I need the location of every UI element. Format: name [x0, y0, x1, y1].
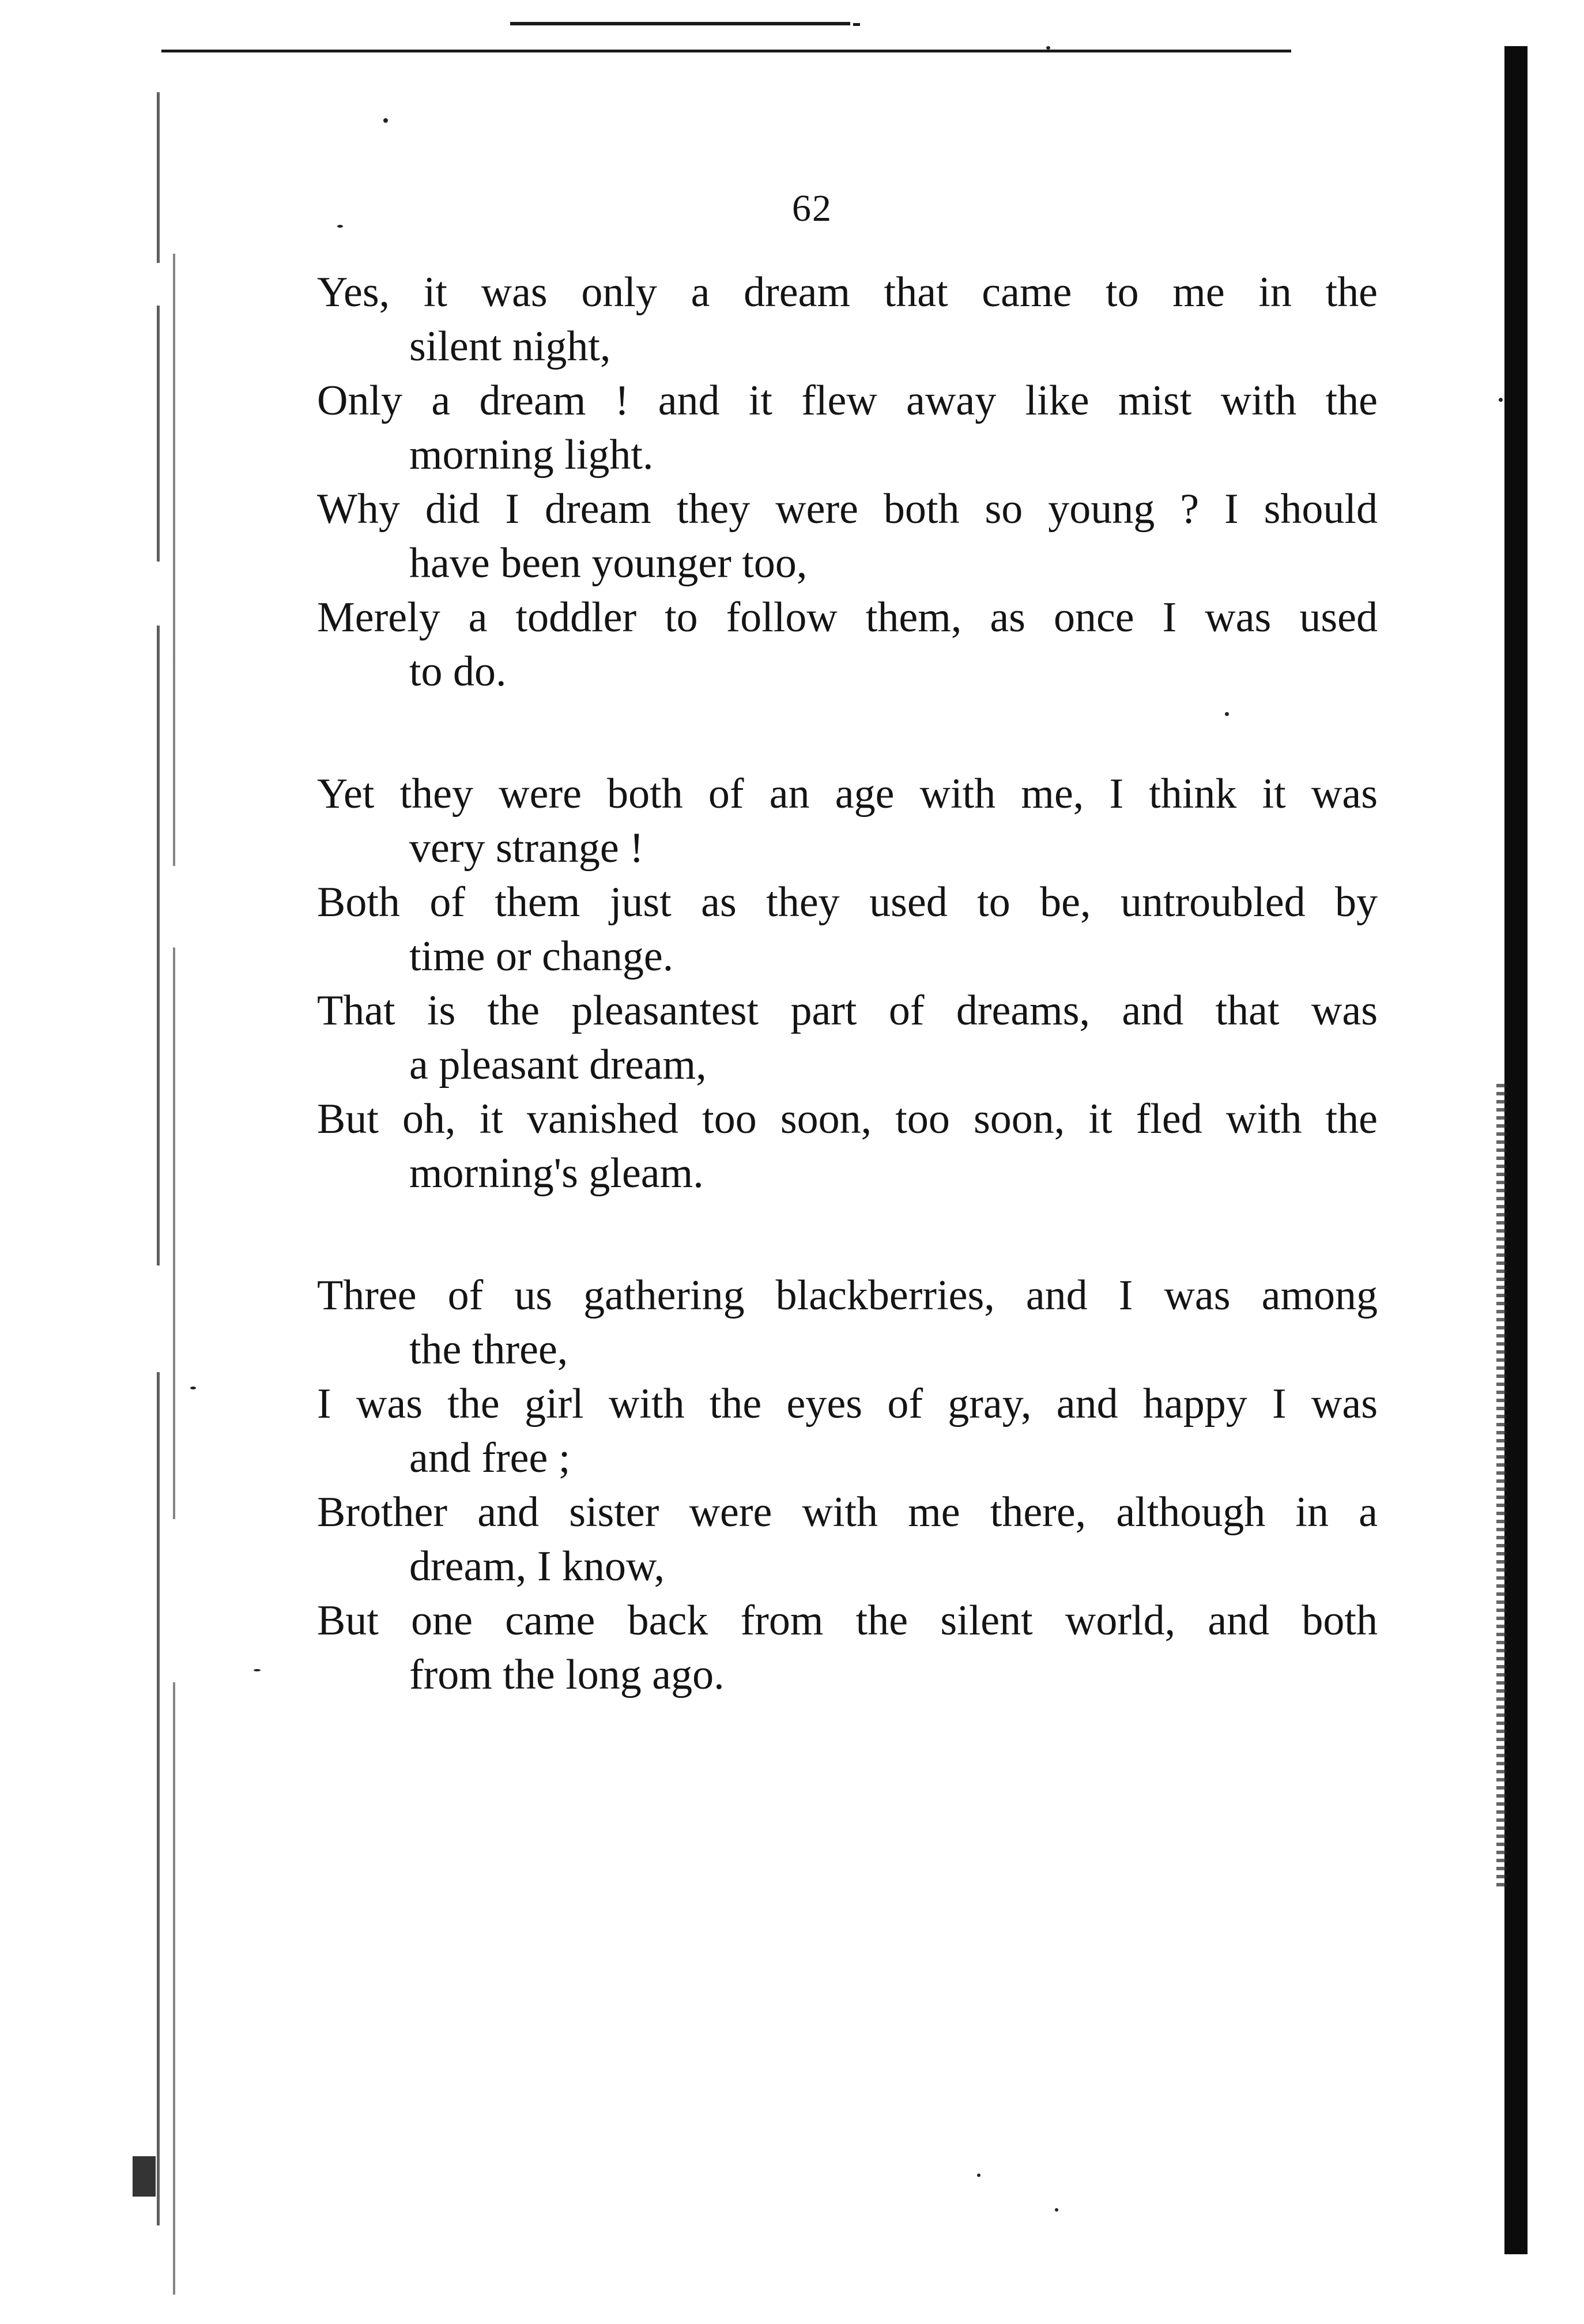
- verse-line: But oh, it vanished too soon, too soon, it fled with the: [317, 1095, 1378, 1143]
- verse-line: Both of them just as they used to be, untroubled by: [317, 879, 1378, 926]
- scan-speck: [977, 2174, 980, 2177]
- stanza-1: [317, 265, 1412, 699]
- scan-speck: [1055, 2208, 1058, 2212]
- scan-speck: [1499, 398, 1503, 402]
- verse-line-continuation: time or change.: [409, 933, 674, 980]
- verse-line: Yet they were both of an age with me, I think it was: [317, 770, 1378, 818]
- verse-line: But one came back from the silent world, and both: [317, 1597, 1378, 1644]
- verse-line-continuation: the three,: [409, 1326, 568, 1373]
- scan-top-rule-short: [510, 22, 850, 25]
- stanza-3: [317, 1268, 1412, 1702]
- verse-line: Three of us gathering blackberries, and I was among: [317, 1272, 1378, 1319]
- verse-line: Brother and sister were with me there, although in a: [317, 1489, 1378, 1536]
- verse-line: Merely a toddler to follow them, as once I was used: [317, 594, 1378, 641]
- page-number: 62: [792, 187, 832, 229]
- verse-line-continuation: morning light.: [409, 431, 654, 479]
- verse-line-continuation: and free ;: [409, 1434, 571, 1482]
- verse-line: Yes, it was only a dream that came to me in the: [317, 269, 1378, 316]
- verse-line-continuation: silent night,: [409, 323, 611, 370]
- scan-top-rule-tail: [853, 23, 860, 26]
- verse-line-continuation: to do.: [409, 648, 507, 695]
- scan-speck: [383, 118, 388, 123]
- scan-speck: [1046, 46, 1050, 50]
- verse-line-continuation: from the long ago.: [409, 1651, 725, 1698]
- verse-line-continuation: morning's gleam.: [409, 1150, 704, 1197]
- scan-speck: [337, 225, 343, 228]
- verse-line: That is the pleasantest part of dreams, and that was: [317, 987, 1378, 1034]
- stanza-2: [317, 767, 1412, 1200]
- scan-ink-blot: [133, 2156, 156, 2197]
- verse-line: Why did I dream they were both so young ? I should: [317, 485, 1378, 533]
- scan-speck: [254, 1669, 261, 1671]
- verse-line-continuation: dream, I know,: [409, 1543, 665, 1590]
- scan-speck: [190, 1387, 196, 1389]
- verse-line-continuation: have been younger too,: [409, 540, 808, 587]
- verse-line: Only a dream ! and it flew away like mist with the: [317, 377, 1378, 424]
- verse-line: I was the girl with the eyes of gray, and happy I was: [317, 1380, 1378, 1427]
- scan-left-margin-line-inner: [173, 254, 175, 2295]
- scan-right-edge-shadow: [1504, 46, 1528, 2254]
- scan-top-rule-long: [161, 50, 1291, 52]
- poem: [317, 265, 1412, 1702]
- scan-left-margin-line: [157, 92, 160, 2225]
- verse-line-continuation: a pleasant dream,: [409, 1041, 707, 1088]
- verse-line-continuation: very strange !: [409, 824, 644, 872]
